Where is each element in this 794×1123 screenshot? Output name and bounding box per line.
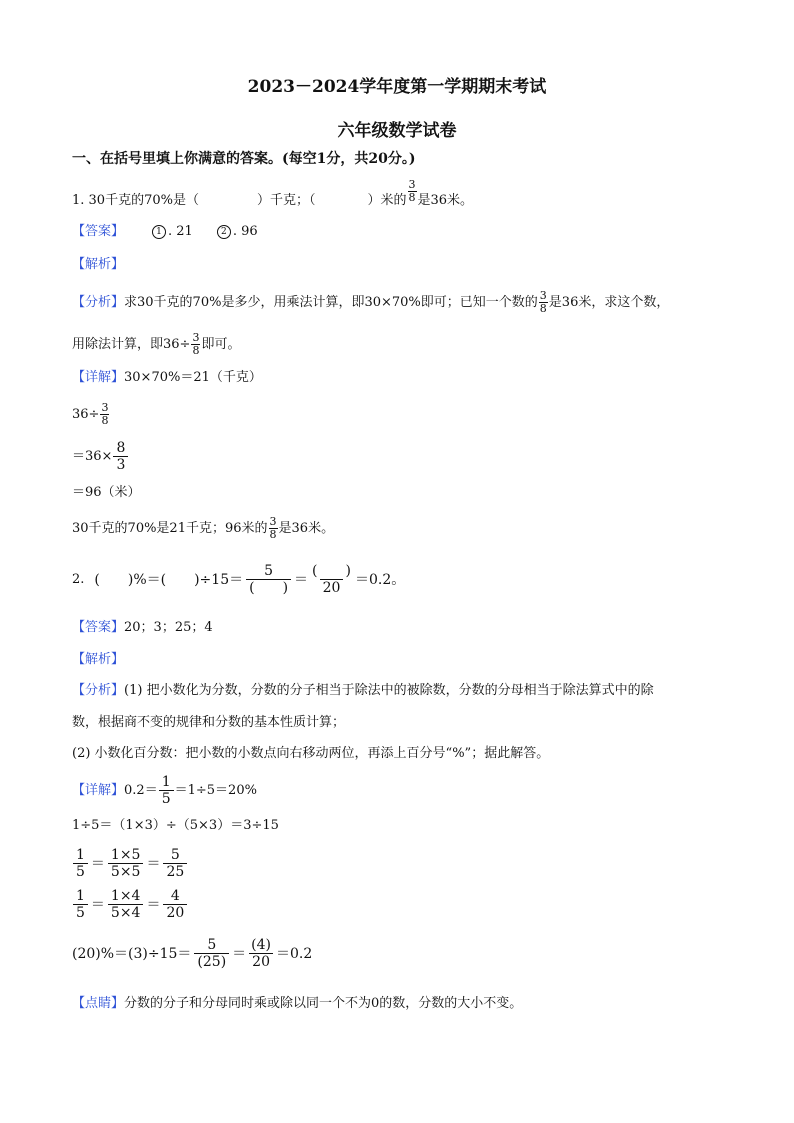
fraction: $\frac{1\times 5}{5\times 5}$ (108, 847, 144, 880)
q2-analysis-line1: 【分析】(1) 把小数化为分数，分数的分子相当于除法中的被除数，分数的分母相当于除法算式中的除 (72, 683, 654, 698)
page-title: 2023－2024学年度第一学期期末考试 (247, 77, 547, 97)
q2-equation-2: $\frac{1}{5}$ ＝ $\frac{1\times 4}{5\times 4}$ ＝ $\frac{4}{20}$ (72, 884, 188, 924)
fraction: $\frac{1}{5}$ (73, 888, 88, 921)
circled-number: 2 (217, 225, 231, 239)
fraction: $\frac{3}{8}$ (408, 178, 416, 204)
q1-step2: ＝36× $\frac{8}{3}$ (72, 440, 129, 473)
q2-detail: 【详解】 0.2＝ $\frac{1}{5}$ ＝1÷5＝20% (72, 774, 257, 807)
q1-analysis-line2: 用除法计算，即36÷ $\frac{3}{8}$ 即可。 (72, 331, 241, 357)
analysis-tag: 【解析】 (72, 257, 125, 272)
q1-answer (72, 223, 258, 241)
page-subtitle: 六年级数学试卷 (337, 121, 457, 141)
question-1 (72, 178, 474, 213)
fraction: $\frac{( )}{20}$ (312, 562, 351, 596)
analysis-tag: 【解析】 (72, 652, 125, 667)
fraction: $\frac{3}{8}$ (192, 331, 200, 357)
fraction: $\frac{1\times 4}{5\times 4}$ (108, 888, 144, 921)
q1-text-d: 是36米。 (417, 192, 474, 208)
q1-text-a: 1. 30千克的70%是（ (72, 192, 199, 208)
q1-step3: ＝96（米） (72, 485, 141, 500)
answer-value: . 21 (168, 224, 193, 239)
fraction: $\frac{3}{8}$ (539, 289, 547, 315)
q2-final-equation: (20)%＝(3)÷15＝ $\frac{5}{(25)}$ ＝ $\frac{(4)}{20}$ ＝0.2 (72, 936, 313, 970)
q1-conclusion: 30千克的70%是21千克；96米的 $\frac{3}{8}$ 是36米。 (72, 515, 335, 541)
answer-value: . 96 (232, 224, 258, 239)
q2-answer: 【答案】20；3；25；4 (72, 620, 213, 635)
answer-tag: 【答案】 (72, 224, 125, 239)
q2-analysis-line2: 数，根据商不变的规律和分数的基本性质计算； (72, 715, 346, 730)
q1-analysis-line1: 【分析】 求30千克的70%是多少，用乘法计算，即30×70%即可；已知一个数的 $\frac{3}{8}$ 是36米，求这个数， (72, 289, 670, 315)
q2-analysis-line3: (2) 小数化百分数：把小数的小数点向右移动两位，再添上百分号“%”；据此解答。 (72, 746, 550, 761)
question-2: 2. ( )%＝( )÷15＝ $\frac{5}{( )}$ ＝ $\frac{( )}{20}$ ＝0.2。 (72, 562, 406, 596)
fraction: $\frac{5}{25}$ (163, 847, 187, 880)
q2-tip: 【点睛】分数的分子和分母同时乘或除以同一个不为0的数，分数的大小不变。 (72, 996, 523, 1011)
fraction: $\frac{3}{8}$ (101, 401, 109, 427)
q1-step1: 36÷ $\frac{3}{8}$ (72, 401, 109, 427)
q1-detail: 【详解】30×70%＝21（千克） (72, 370, 262, 385)
q1-text-b: ）千克；（ (256, 192, 316, 208)
circled-number: 1 (152, 225, 166, 239)
fraction: $\frac{8}{3}$ (113, 440, 128, 473)
section-heading: 一、在括号里填上你满意的答案。(每空1分，共20分。) (72, 151, 416, 167)
q2-equation-1: $\frac{1}{5}$ ＝ $\frac{1\times 5}{5\times 5}$ ＝ $\frac{5}{25}$ (72, 843, 188, 883)
fraction: $\frac{1}{5}$ (73, 847, 88, 880)
fraction: $\frac{3}{8}$ (269, 515, 277, 541)
fraction: $\frac{(4)}{20}$ (251, 936, 271, 970)
fraction: $\frac{4}{20}$ (163, 888, 187, 921)
q1-text-c: ）米的 (367, 192, 407, 208)
fraction: $\frac{5}{( )}$ (246, 563, 291, 596)
q2-step1: 1÷5＝（1×3）÷（5×3）＝3÷15 (72, 818, 279, 833)
fraction: $\frac{1}{5}$ (159, 774, 174, 807)
fraction: $\frac{5}{(25)}$ (194, 937, 229, 970)
